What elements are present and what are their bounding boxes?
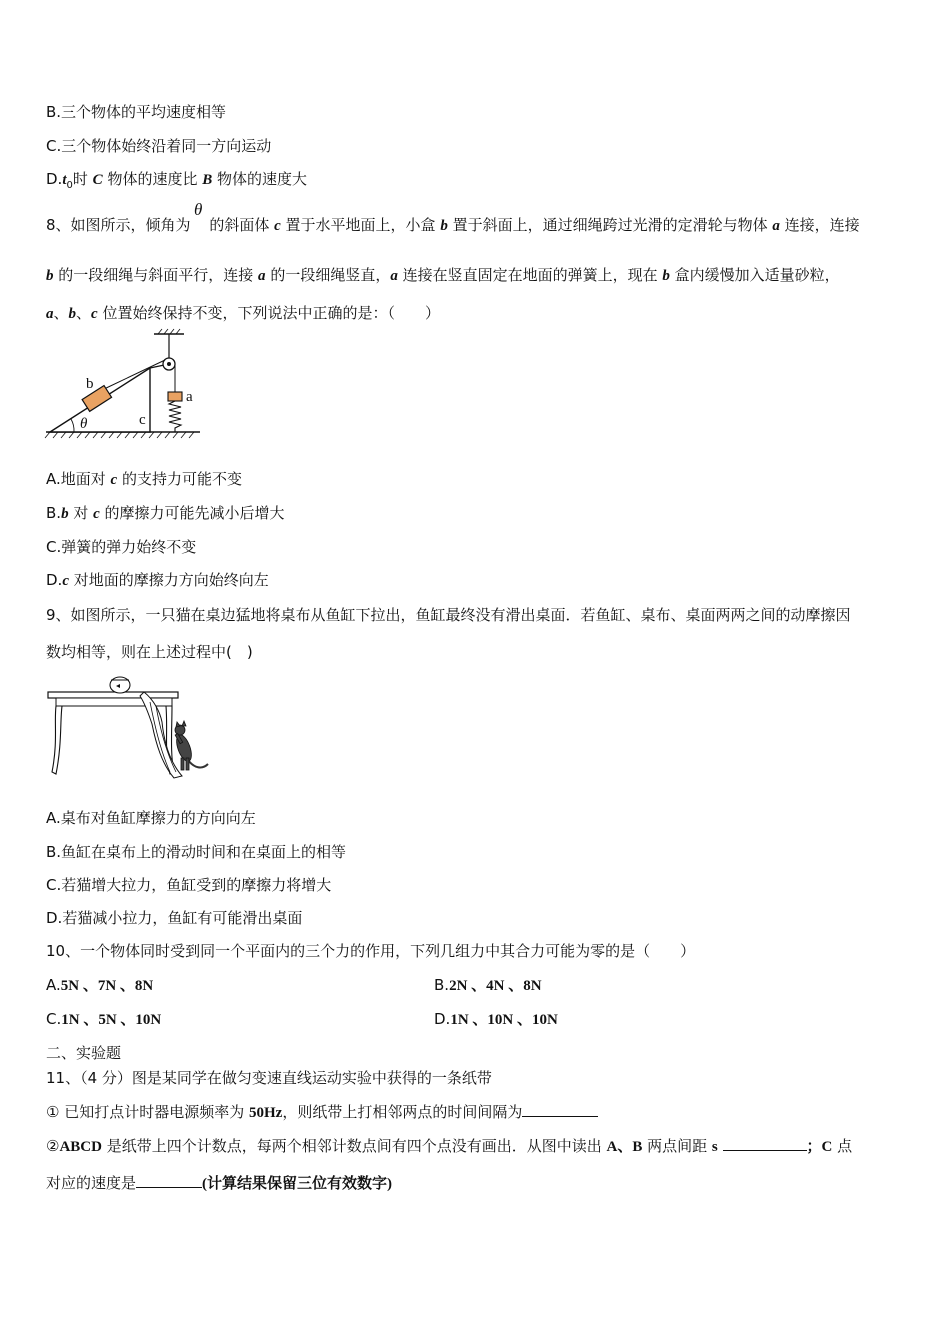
q8-var: b [68, 306, 77, 322]
q8-option-c: C.弹簧的弹力始终不变 [46, 538, 197, 556]
q11-value: C [821, 1139, 833, 1155]
q8-fig-label-b: b [86, 376, 94, 392]
q10-option-prefix: D. [434, 1010, 451, 1028]
q8-text: 置于水平地面上，小盒 [280, 216, 441, 234]
q11-value: 50Hz [249, 1105, 283, 1121]
q8-text: 的摩擦力可能先减小后增大 [99, 504, 285, 522]
q8-var: c [62, 573, 69, 589]
q8-text: 、 [76, 304, 92, 322]
q9-option-a: A.桌布对鱼缸摩擦力的方向向左 [46, 809, 256, 827]
q8-fig-label-theta: θ [80, 416, 88, 432]
q8-stem-line3 [46, 303, 440, 324]
q11-part2 [46, 1135, 852, 1157]
q8-text: A.地面对 [46, 470, 111, 488]
q8-var: b [440, 218, 448, 234]
q8-text: 对地面的摩擦力方向始终向左 [69, 571, 269, 589]
q11-value: s [711, 1139, 718, 1155]
q8-var: a [46, 306, 54, 322]
q10-option-prefix: C. [46, 1010, 62, 1028]
q10-option-b [434, 975, 542, 996]
q8-text: 、 [53, 304, 69, 322]
q8-var: c [274, 218, 281, 234]
q7-option-c: C.三个物体始终沿着同一方向运动 [46, 137, 272, 155]
q8-text: 对 [68, 504, 94, 522]
q9-option-b: B.鱼缸在桌布上的滑动时间和在桌面上的相等 [46, 843, 347, 861]
q9-stem-line2: 数均相等，则在上述过程中( ) [46, 643, 253, 661]
q8-var: a [390, 268, 398, 284]
q10-option-d [434, 1009, 558, 1030]
q11-text: ② [46, 1137, 60, 1155]
q7-option-b: B.三个物体的平均速度相等 [46, 103, 227, 121]
q8-var: a [772, 218, 780, 234]
q8-var: c [91, 306, 98, 322]
q10-option-a [46, 975, 153, 996]
q8-var: b [662, 268, 670, 284]
q11-part1 [46, 1101, 598, 1123]
q8-option-b [46, 503, 285, 524]
q11-text: ，则纸带上打相邻两点的时间间隔为 [282, 1103, 523, 1121]
section-title: 二、实验题 [46, 1044, 122, 1062]
q9-option-c: C.若猫增大拉力，鱼缸受到的摩擦力将增大 [46, 876, 332, 894]
q11-text: (计算结果保留三位有效数字) [202, 1176, 393, 1192]
q11-text: 两点间距 [642, 1137, 712, 1155]
q8-text: 盒内缓慢加入适量砂粒， [669, 266, 840, 284]
q7-t-symbol: t [62, 172, 67, 188]
q10-stem: 10、一个物体同时受到同一个平面内的三个力的作用，下列几组力中其合力可能为零的是（ ） [46, 942, 696, 960]
q10-option-prefix: A. [46, 976, 61, 994]
q7-object-c: C [92, 172, 103, 188]
q8-text: 的斜面体 [204, 216, 275, 234]
q11-part3 [46, 1172, 392, 1194]
q10-option-prefix: B. [434, 976, 450, 994]
q8-text: 位置始终保持不变，下列说法中正确的是：（ ） [97, 304, 440, 322]
q8-var: b [61, 506, 69, 522]
q8-var: c [93, 506, 100, 522]
q10-option-value: 1N 、5N 、10N [61, 1012, 162, 1028]
q8-text: 连接在竖直固定在地面的弹簧上，现在 [397, 266, 663, 284]
q11-answer-blank-2[interactable] [723, 1135, 807, 1151]
q10-option-c [46, 1009, 161, 1030]
q7-text: 物体的速度大 [212, 170, 308, 188]
q8-option-d [46, 570, 269, 591]
q8-text: B. [46, 504, 62, 522]
q9-option-d: D.若猫减小拉力，鱼缸有可能滑出桌面 [46, 909, 303, 927]
q9-cat-tablecloth-figure [44, 672, 214, 784]
q8-theta-symbol: θ [194, 200, 203, 219]
q10-option-value: 1N 、10N 、10N [450, 1012, 558, 1028]
q7-text: 时 [72, 170, 93, 188]
q8-incline-figure [44, 328, 204, 440]
q11-value: ABCD [59, 1139, 102, 1155]
q8-text: 的支持力可能不变 [117, 470, 242, 488]
q8-fig-label-c: c [139, 412, 146, 428]
q8-text: 的一段细绳与斜面平行，连接 [53, 266, 259, 284]
q8-text: 连接，连接 [779, 216, 860, 234]
q11-text: ； [806, 1139, 822, 1155]
q10-option-value: 5N 、7N 、8N [60, 978, 154, 994]
q11-text: ① 已知打点计时器电源频率为 [46, 1103, 249, 1121]
q8-fig-label-a: a [186, 389, 193, 405]
q9-stem-line1: 9、如图所示，一只猫在桌边猛地将桌布从鱼缸下拉出，鱼缸最终没有滑出桌面．若鱼缸、桌布、桌面两两之间的动摩擦因 [46, 606, 851, 624]
q10-option-value: 2N 、4N 、8N [449, 978, 542, 994]
q11-stem: 11、（4 分）图是某同学在做匀变速直线运动实验中获得的一条纸带 [46, 1069, 492, 1087]
q11-text: 点 [832, 1137, 853, 1155]
q8-var: c [110, 472, 118, 488]
q7-t-subscript: 0 [66, 180, 73, 191]
q8-text: 8、如图所示，倾角为 [46, 216, 191, 234]
q11-answer-blank-3[interactable] [136, 1172, 202, 1188]
q8-text: D. [46, 571, 63, 589]
q7-option-d-prefix: D. [46, 170, 63, 188]
q8-stem-line2 [46, 265, 840, 286]
q8-var: a [258, 268, 266, 284]
q11-answer-blank-1[interactable] [522, 1101, 598, 1117]
q8-text: 的一段细绳竖直， [265, 266, 391, 284]
q7-object-b: B [202, 172, 213, 188]
q11-text: 是纸带上四个计数点，每两个相邻计数点间有四个点没有画出．从图中读出 [101, 1137, 607, 1155]
q8-option-a [46, 469, 242, 490]
q11-text: 对应的速度是 [46, 1174, 137, 1192]
q8-var: b [46, 268, 54, 284]
q7-text: 物体的速度比 [102, 170, 203, 188]
q7-option-d [46, 169, 307, 196]
q11-value: A、B [606, 1139, 643, 1155]
q8-stem-line1 [46, 215, 860, 236]
q8-text: 置于斜面上，通过细绳跨过光滑的定滑轮与物体 [447, 216, 773, 234]
